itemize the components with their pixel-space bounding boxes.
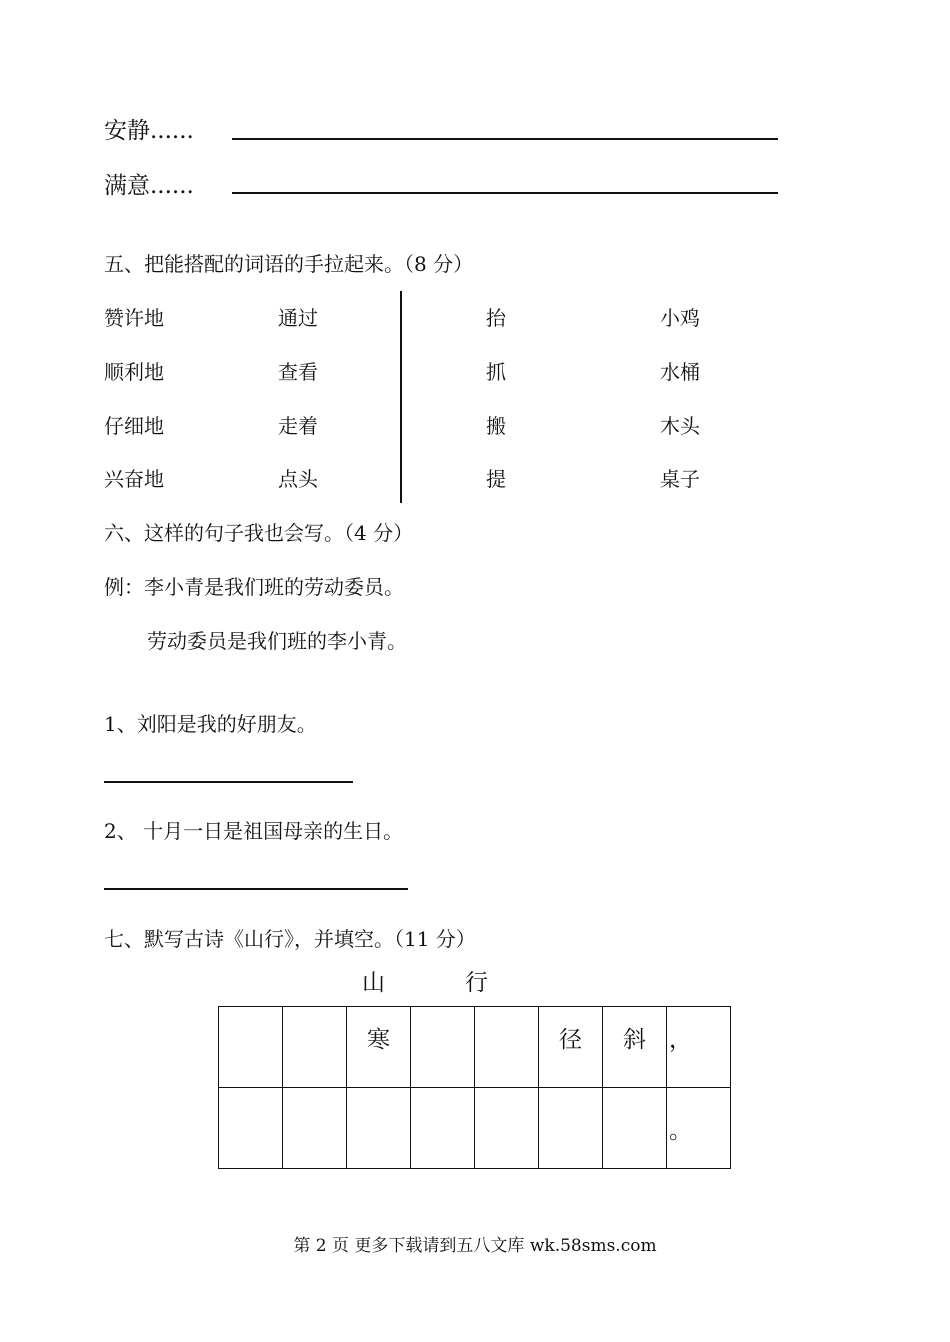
grid-cell[interactable] (219, 1088, 283, 1169)
match-right2-0[interactable]: 小鸡 (660, 306, 700, 330)
answer-line-manyi[interactable] (232, 192, 778, 194)
match-right2-1[interactable]: 水桶 (660, 360, 700, 384)
section5-title: 五、把能搭配的词语的手拉起来。（8 分） (104, 252, 474, 276)
section7-title: 七、默写古诗《山行》，并填空。（11 分） (104, 927, 476, 951)
section6-title: 六、这样的句子我也会写。（4 分） (104, 521, 414, 545)
poem-grid (218, 1006, 731, 1169)
grid-cell[interactable] (219, 1007, 283, 1088)
grid-cell-punct: ， (667, 1007, 731, 1088)
answer-line-q1[interactable] (104, 781, 353, 783)
example-line-2: 劳动委员是我们班的李小青。 (147, 629, 407, 653)
question-1: 1、刘阳是我的好朋友。 (104, 712, 317, 736)
match-right1-3[interactable]: 提 (486, 467, 506, 491)
poem-row-1 (219, 1007, 731, 1088)
match-left1-0[interactable]: 赞许地 (104, 306, 164, 330)
match-left2-2[interactable]: 走着 (278, 414, 318, 438)
grid-cell[interactable] (539, 1088, 603, 1169)
match-right1-2[interactable]: 搬 (486, 414, 506, 438)
match-left1-2[interactable]: 仔细地 (104, 414, 164, 438)
match-right2-2[interactable]: 木头 (660, 414, 700, 438)
match-left2-3[interactable]: 点头 (278, 467, 318, 491)
answer-line-q2[interactable] (104, 888, 408, 890)
match-right2-3[interactable]: 桌子 (660, 467, 700, 491)
answer-line-anjing[interactable] (232, 138, 778, 140)
grid-cell: 径 (539, 1007, 603, 1088)
grid-cell[interactable] (283, 1088, 347, 1169)
word-manyi: 满意...... (104, 173, 194, 199)
poem-row-2 (219, 1088, 731, 1169)
match-left2-1[interactable]: 查看 (278, 360, 318, 384)
grid-cell[interactable] (411, 1007, 475, 1088)
grid-cell[interactable] (475, 1007, 539, 1088)
match-left1-1[interactable]: 顺利地 (104, 360, 164, 384)
example-line-1: 例：李小青是我们班的劳动委员。 (104, 575, 404, 599)
question-2: 2、 十月一日是祖国母亲的生日。 (104, 819, 404, 843)
match-left2-0[interactable]: 通过 (278, 306, 318, 330)
grid-cell[interactable] (283, 1007, 347, 1088)
divider-line (400, 291, 402, 503)
match-left1-3[interactable]: 兴奋地 (104, 467, 164, 491)
word-anjing: 安静...... (104, 118, 194, 144)
grid-cell-punct: 。 (667, 1088, 731, 1169)
poem-title-char-2: 行 (465, 970, 488, 996)
match-right1-1[interactable]: 抓 (486, 360, 506, 384)
grid-cell: 斜 (603, 1007, 667, 1088)
grid-cell[interactable] (411, 1088, 475, 1169)
match-right1-0[interactable]: 抬 (486, 306, 506, 330)
grid-cell[interactable] (347, 1088, 411, 1169)
grid-cell[interactable] (603, 1088, 667, 1169)
poem-title-char-1: 山 (362, 970, 385, 996)
grid-cell: 寒 (347, 1007, 411, 1088)
grid-cell[interactable] (475, 1088, 539, 1169)
page-footer: 第 2 页 更多下载请到五八文库 wk.58sms.com (293, 1236, 657, 1256)
